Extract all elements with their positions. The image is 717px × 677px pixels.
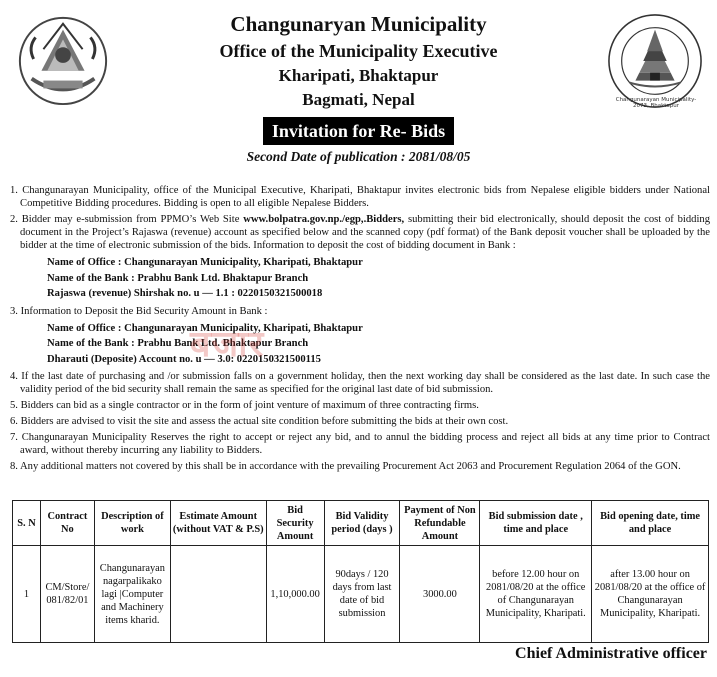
- signatory: Chief Administrative officer: [515, 645, 707, 662]
- point-7: 7. Changunarayan Municipality Reserves the right to accept or reject any bid, and to annul the bidding process and reject all bids at any time prior to Contract award, without thereby incurring any liability to Bidders.: [10, 432, 710, 456]
- cell-submission: before 12.00 hour on 2081/08/20 at the office of Changunarayan Municipality, Kharipati.: [480, 546, 592, 643]
- deposit-account-info: [47, 321, 710, 368]
- ppmo-link[interactable]: www.bolpatra.gov.np./egp,.Bidders,: [243, 214, 405, 225]
- point-5: 5. Bidders can bid as a single contractor or in the form of joint venture of maximum of three contracting firms.: [10, 400, 479, 411]
- notice-header: [0, 10, 717, 166]
- th-submission: Bid submission date , time and place: [480, 501, 592, 546]
- location-line: Kharipati, Bhaktapur: [278, 66, 439, 85]
- th-contract: Contract No: [40, 501, 94, 546]
- revenue-account-info: [47, 255, 710, 302]
- bank-name-line: Name of the Bank : Prabhu Bank Ltd. Bhaktapur Branch: [47, 338, 309, 349]
- table-row: [13, 546, 709, 643]
- th-estimate: Estimate Amount (without VAT & P.S): [170, 501, 266, 546]
- notice-body: [10, 184, 710, 476]
- cell-validity: 90days / 120 days from last date of bid submission: [324, 546, 400, 643]
- th-validity: Bid Validity period (days ): [324, 501, 400, 546]
- point-2-text-a: 2. Bidder may e-submission from PPMO’s Web Site: [10, 214, 244, 225]
- cell-description: Changunarayan nagarpalikako lagi |Computer and Machinery items kharid.: [94, 546, 170, 643]
- table-header-row: [13, 501, 709, 546]
- bank-name-line: Name of the Bank : Prabhu Bank Ltd. Bhaktapur Branch: [47, 272, 309, 284]
- point-6: 6. Bidders are advised to visit the site and assess the actual site condition before submitting the bids at their own cost.: [10, 416, 509, 427]
- cell-security: 1,10,000.00: [266, 546, 324, 643]
- office-name-line: Name of Office : Changunarayan Municipality, Kharipati, Bhaktapur: [47, 257, 363, 268]
- notice-title: Invitation for Re- Bids: [263, 117, 454, 145]
- deposit-account-line: Dharauti (Deposite) Account no. u — 3.0: 0220150321500115: [47, 353, 321, 365]
- municipality-name: Changunaryan Municipality: [230, 12, 487, 36]
- point-4: 4. If the last date of purchasing and /or submission falls on a government holiday, then the next working day shall be considered as the last date. In such case the validity period of the bid security shall remain the same as specified for the original last date of bid submission.: [10, 371, 710, 395]
- th-opening: Bid opening date, time and place: [592, 501, 709, 546]
- revenue-account-line: Rajaswa (revenue) Shirshak no. u — 1.1 : 0220150321500018: [47, 288, 323, 299]
- cell-contract: CM/Store/ 081/82/01: [40, 546, 94, 643]
- publication-date: Second Date of publication : 2081/08/05: [246, 149, 471, 164]
- th-description: Description of work: [94, 501, 170, 546]
- point-8: 8. Any additional matters not covered by this shall be in accordance with the prevailing Procurement Act 2063 and Procurement Regulation 2064 of the GON.: [10, 461, 681, 472]
- th-payment: Payment of Non Refundable Amount: [400, 501, 480, 546]
- seal-ring-text: Changunarayan Municipality-2073, Bhaktapur: [615, 97, 697, 109]
- bids-table: [12, 500, 709, 643]
- point-2-text-b: submitting their bid electronically, should deposit the cost of bidding document in the Project’s Rajaswa (revenue) account as specified below and the scanned copy (pdf format) of the Bank deposit voucher shall be uploaded by the bidder at the time of electronic submission of the bids. Information to deposit the cost of bidding document in Bank :: [20, 214, 710, 251]
- cell-sn: 1: [13, 546, 41, 643]
- point-2: [10, 213, 710, 252]
- watermark-text: बजार: [190, 324, 265, 365]
- th-security: Bid Security Amount: [266, 501, 324, 546]
- point-1: 1. Changunarayan Municipality, office of the Municipal Executive, Kharipati, Bhaktapur invites electronic bids from Nepalese eligible bidders under National Competitive Bidding procedures. Bidding is open to all eligible Nepalese Bidders.: [10, 185, 710, 209]
- office-name-line: Name of Office : Changunarayan Municipality, Kharipati, Bhaktapur: [47, 322, 363, 334]
- province-line: Bagmati, Nepal: [302, 90, 415, 109]
- th-sn: S. N: [13, 501, 41, 546]
- cell-opening: after 13.00 hour on 2081/08/20 at the office of Changunarayan Municipality, Kharipati.: [592, 546, 709, 643]
- cell-estimate: [170, 546, 266, 643]
- cell-payment: 3000.00: [400, 546, 480, 643]
- office-name: Office of the Municipality Executive: [219, 41, 498, 61]
- point-3: 3. Information to Deposit the Bid Security Amount in Bank :: [10, 305, 268, 317]
